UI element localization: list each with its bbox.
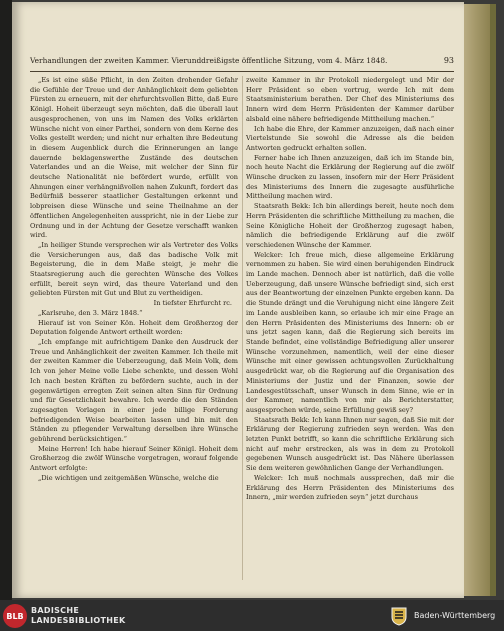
baden-wuerttemberg-crest-icon bbox=[388, 605, 410, 627]
right-text-column bbox=[246, 76, 454, 503]
paragraph: Meine Herren! Ich habe hierauf Seiner Königl. Hoheit dem Großherzog die zwölf Wünsche vorgetragen, worauf folgende Antwort erfolgte: bbox=[30, 444, 238, 473]
paragraph: Staatsrath Bekk: Ich bin allerdings bereit, heute noch dem Herrn Präsidenten die schriftliche Mittheilung zu machen, die Seine Königliche Hoheit der Großherzog zugesagt haben, nämlich die befriedigende Erklärung auf die zwölf verschiedenen Wünsche der Kammer. bbox=[246, 202, 454, 249]
left-text-column bbox=[30, 76, 238, 484]
paragraph: zweite Kammer in ihr Protokoll niedergelegt und Mir der Herr Präsident so eben vortrug, werde Ich mit dem Staatsministerium berathen. Der Chef des Ministeriums des Innern wird dem Herrn Präsidenten der Kammer darüber alsbald eine nähere befriedigende Mittheilung machen.“ bbox=[246, 76, 454, 123]
page-header bbox=[30, 56, 454, 70]
book-cover-edge bbox=[490, 4, 496, 596]
paragraph: Welcker: Ich freue mich, diese allgemeine Erklärung vernommen zu haben. Sie wird einen beruhigenden Eindruck im Lande machen. Dennoch aber ist natürlich, daß die volle Ueberzeugung, daß unsere Wünsche befriedigt sind, sich erst aus der Beantwortung der einzelnen Punkte ergeben kann. Da die Stunde drängt und die Veruhigung nicht eine längere Zeit im Lande ausbleiben kann, so erlaube ich mir eine Frage an den Herrn Präsidenten des Ministeriums des Innern: ob er uns jetzt sagen kann, daß die Regierung sich bereits im Stande befindet, eine vollständige Befriedigung aller unserer Wünsche vorzunehmen, namentlich, weil der eine dieser Wünsche mit einer gewissen achtungsvollen Zurückhaltung ausgedrückt war, ob die Regierung auf die Organisation des Ministeriums der Justiz und der Finanzen, sowie der Landesgestütsschaft, unser Wunsch in dem Sinne, wie er in der Kammer, namentlich von mir als Berichterstatter, ausgesprochen würde, seine Erfüllung gewiß sey? bbox=[246, 250, 454, 414]
page-number: 93 bbox=[443, 56, 454, 65]
paragraph: „Ich empfange mit aufrichtigem Danke den Ausdruck der Treue und Anhänglichkeit der zweiten Kammer. Ich theile mit der zweiten Kammer die Ueberzeugung, daß Mein Volk, dem Ich von jeher Meine volle Liebe schenkte, und dessen Wohl Ich nach besten Kräften zu befördern suchte, auch in der gegenwärtigen erregten Zeit seinen alten Sinn für Ordnung und für Gesetzlichkeit bewahre. Ich werde die den Ständen zugesagten Vorlagen in einer jede billige Forderung befriedigenden Weise bearbeiten lassen und bin mit den Ständen zu pflegender Verwaltung derselben ihre Wünsche gebührend berücksichtigen.“ bbox=[30, 337, 238, 444]
paragraph: Ferner habe ich Ihnen anzuzeigen, daß ich im Stande bin, noch heute Nacht die Erklärung der Regierung auf die zwölf Wünsche drucken zu lassen, insofern mir der Herr Präsident des Ministeriums des Innern die zugesagte ausführliche Mittheilung machen wird. bbox=[246, 153, 454, 201]
paragraph: „Es ist eine süße Pflicht, in den Zeiten drohender Gefahr die Gefühle der Treue und der Anhänglichkeit dem geliebten Fürsten zu erneuern, mit der ehrfurchtsvollen Bitte, daß Eure Königl. Hoheit überzeugt seyn möchten, daß die überall laut ausgesprochenen, von uns im Namen des Volks erklärten Wünsche nicht von einer Parthei, sondern von dem Kerne des Volks gestellt werden; und nicht nur erhalten ihre Bedeutung in diesem Augenblick durch die Erinnerungen an lange dauernde beklagenswerthe Zustände des deutschen Vaterlandes und an die Weise, mit welcher der Sinn für deutsche Nationalität nie befördert wurde, erfüllt von Ahnungen einer verhängnißvollen nahen Zukunft, fordert das Bedürfniß besserer staatlicher Gestaltungen erkennt und lobpreisen diese Wünsche und seine Theilnahme an der öffentlichen Angelegenheiten ausspricht, nie in der Liebe zur Ordnung und in der Achtung der Gesetze verschafft wanken wird. bbox=[30, 76, 238, 240]
paragraph: Welcker: Ich muß nochmals aussprechen, daß mir die Erklärung des Herrn Präsidenten des Ministeriums des Innern, „mir werden zufrieden seyn“ jetzt durchaus bbox=[246, 473, 454, 502]
library-name-line1: BADISCHE bbox=[31, 606, 80, 615]
running-title: Verhandlungen der zweiten Kammer. Vierunddreißigste öffentliche Sitzung, vom 4. März 1848. bbox=[30, 56, 388, 65]
header-rule bbox=[30, 71, 454, 72]
library-name-line2: LANDESBIBLIOTHEK bbox=[31, 616, 126, 625]
page-edges bbox=[464, 4, 490, 596]
dateline: „Karlsruhe, den 3. März 1848.“ bbox=[38, 308, 143, 317]
paragraph: Ich habe die Ehre, der Kammer anzuzeigen, daß nach einer Viertelstunde Sie sowohl die Adresse als die beiden Antworten gedruckt erhalten sollen. bbox=[246, 124, 454, 152]
paragraph: „Die wichtigen und zeitgemäßen Wünsche, welche die bbox=[38, 473, 219, 482]
library-name[interactable] bbox=[31, 606, 126, 626]
paragraph: Staatsrath Bekk: Ich kann Ihnen nur sagen, daß Sie mit der Erklärung der Regierung zufrieden seyn werden. Was den letzten Punkt betrifft, so kann die schriftliche Erklärung sich nicht auf mehr erstrecken, als was in dem zu Protokoll gegebenen Wunsch ausgedrückt ist. Das Nähere überlassen Sie dem weiteren gewöhnlichen Gange der Verhandlungen. bbox=[246, 415, 454, 473]
column-divider bbox=[242, 76, 243, 580]
blb-logo-icon[interactable]: BLB bbox=[3, 604, 27, 628]
book-binding-shadow bbox=[0, 0, 12, 600]
paragraph: Hierauf ist von Seiner Kön. Hoheit dem Großherzog der Deputation folgende Antwort ertheilt worden: bbox=[30, 318, 238, 337]
state-name[interactable]: Baden-Württemberg bbox=[414, 611, 496, 620]
signoff: In tiefster Ehrfurcht rc. bbox=[153, 299, 232, 308]
paragraph: „In heiliger Stunde versprechen wir als Vertreter des Volks die Versicherungen aus, daß das badische Volk mit Begeisterung, die in dem Maße steigt, je mehr die Staatsregierung auch die gerechten Wünsche des Volkes erfüllt, bereit seyn wird, das theure Vaterland und den geliebten Fürsten mit Gut und Blut zu vertheidigen. bbox=[30, 240, 238, 298]
